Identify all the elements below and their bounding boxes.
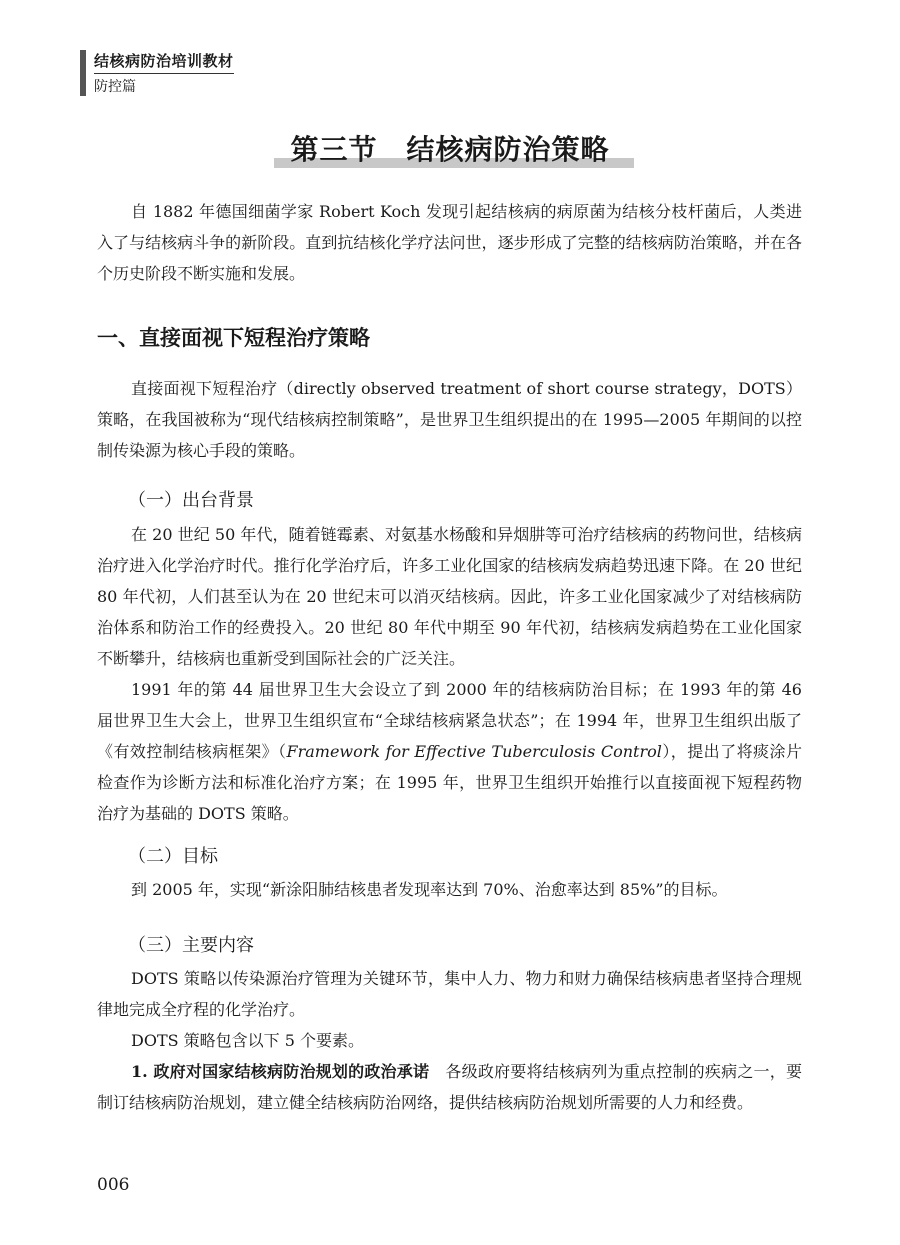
- intro-paragraph: 自 1882 年德国细菌学家 Robert Koch 发现引起结核病的病原菌为结核分枝杆菌后，人类进入了与结核病斗争的新阶段。直到抗结核化学疗法问世，逐步形成了完整的结核病防治策略，并在各个历史阶段不断实施和发展。: [97, 202, 802, 283]
- background-paragraph-1: 在 20 世纪 50 年代，随着链霉素、对氨基水杨酸和异烟肼等可治疗结核病的药物问世，结核病治疗进入化学治疗时代。推行化学治疗后，许多工业化国家的结核病发病趋势迅速下降。在 20 世纪 80 年代初，人们甚至认为在 20 世纪末可以消灭结核病。因此，许多工业化国家减少了对结核病防治体系和防治工作的经费投入。20 世纪 80 年代中期至 90 年代初，结核病发病趋势在工业化国家不断攀升，结核病也重新受到国际社会的广泛关注。: [97, 525, 802, 668]
- background-heading: （一）出台背景: [128, 490, 254, 511]
- element-item-1: [97, 1056, 802, 1118]
- page-number: 006: [97, 1175, 130, 1195]
- book-subtitle: 防控篇: [94, 79, 136, 95]
- background-p2-after: ），提出了将痰涂片检查作为诊断方法和标准化治疗方案；在 1995 年，世界卫生组织开始推行以直接面视下短程药物治疗为基础的 DOTS 策略。: [97, 742, 802, 823]
- part1-intro-paragraph: 直接面视下短程治疗（directly observed treatment of short course strategy，DOTS）策略，在我国被称为“现代结核病控制策略”，是世界卫生组织提出的在 1995—2005 年期间的以控制传染源为核心手段的策略。: [97, 379, 802, 460]
- content-heading: （三）主要内容: [128, 935, 254, 956]
- framework-title-italic: Framework for Effective Tuberculosis Control: [286, 742, 662, 761]
- content-paragraph-2: DOTS 策略包含以下 5 个要素。: [131, 1031, 365, 1050]
- item1-lead: 1. 政府对国家结核病防治规划的政治承诺: [131, 1062, 430, 1081]
- background-p2-before: 1991 年的第 44 届世界卫生大会设立了到 2000 年的结核病防治目标；在 1993 年的第 46 届世界卫生大会上，世界卫生组织宣布“全球结核病紧急状态”；在 1994 年，世界卫生组织出版了《有效控制结核病框架》（: [97, 680, 802, 761]
- header-bar: [80, 50, 86, 96]
- part1-heading: 一、直接面视下短程治疗策略: [97, 326, 370, 350]
- goal-paragraph: 到 2005 年，实现“新涂阳肺结核患者发现率达到 70%、治愈率达到 85%”的目标。: [131, 880, 728, 899]
- section-title: 第三节 结核病防治策略: [280, 128, 619, 168]
- item1-text: 各级政府要将结核病列为重点控制的疾病之一，要制订结核病防治规划，建立健全结核病防治网络，提供结核病防治规划所需要的人力和经费。: [97, 1062, 802, 1112]
- section-title-wrap: [0, 128, 900, 168]
- background-paragraph-2: [97, 674, 802, 829]
- content-paragraph-1: DOTS 策略以传染源治疗管理为关键环节，集中人力、物力和财力确保结核病患者坚持合理规律地完成全疗程的化学治疗。: [97, 969, 802, 1019]
- goal-heading: （二）目标: [128, 846, 218, 867]
- book-title: 结核病防治培训教材: [94, 50, 234, 74]
